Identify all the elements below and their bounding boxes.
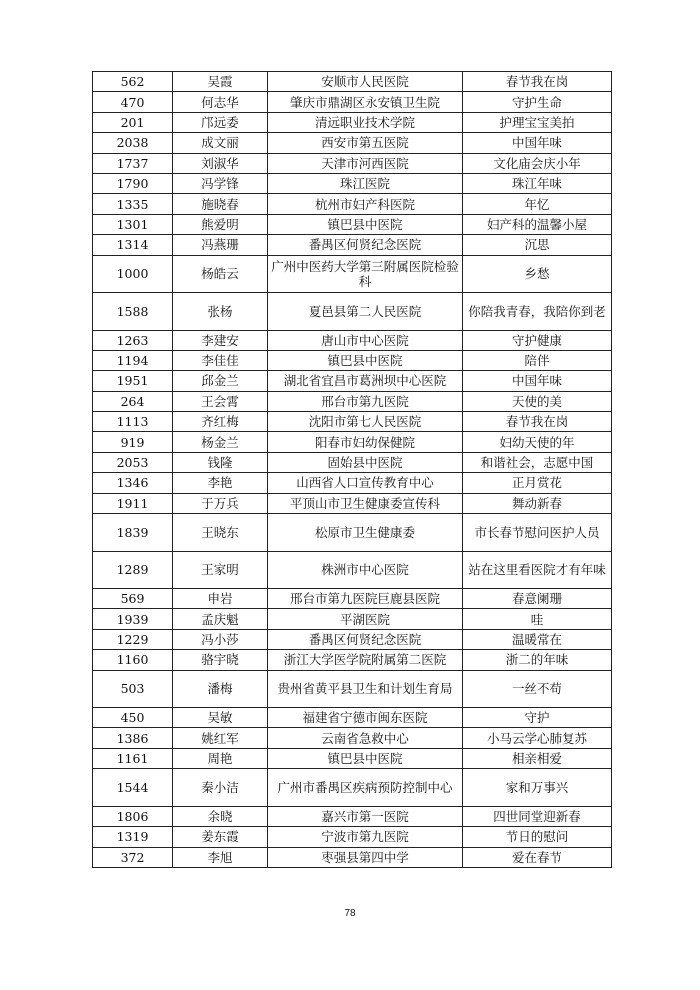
table-row [93,432,612,452]
entry-id-cell: 2053 [93,452,173,472]
work-title-cell: 一丝不苟 [463,670,612,708]
organization-cell: 松原市卫生健康委 [268,514,463,552]
entry-id-cell: 1160 [93,650,173,670]
author-name-cell: 王晓东 [173,514,268,552]
entry-id-cell: 201 [93,112,173,132]
organization-cell: 平湖医院 [268,609,463,629]
entry-id-cell: 1839 [93,514,173,552]
entry-id-cell: 1588 [93,293,173,331]
entry-id-cell: 2038 [93,133,173,153]
table-row [93,255,612,293]
table-row [93,551,612,589]
organization-cell: 珠江医院 [268,173,463,193]
author-name-cell: 吴霞 [173,72,268,92]
work-title-cell: 你陪我青春，我陪你到老 [463,293,612,331]
entry-id-cell: 1000 [93,255,173,293]
author-name-cell: 周艳 [173,748,268,768]
author-name-cell: 潘梅 [173,670,268,708]
work-title-cell: 站在这里看医院才有年味 [463,551,612,589]
entry-id-cell: 1939 [93,609,173,629]
work-title-cell: 珠江年味 [463,173,612,193]
author-name-cell: 邝远委 [173,112,268,132]
table-row [93,72,612,92]
work-title-cell: 妇幼天使的年 [463,432,612,452]
work-title-cell: 四世同堂迎新春 [463,806,612,826]
work-title-cell: 爱在春节 [463,847,612,867]
entries-table [92,71,612,868]
table-row [93,514,612,552]
author-name-cell: 孟庆魁 [173,609,268,629]
work-title-cell: 天使的美 [463,391,612,411]
work-title-cell: 年忆 [463,194,612,214]
work-title-cell: 陪伴 [463,350,612,370]
entry-id-cell: 1544 [93,769,173,807]
work-title-cell: 正月赏花 [463,473,612,493]
organization-cell: 肇庆市鼎湖区永安镇卫生院 [268,92,463,112]
author-name-cell: 姜东霞 [173,827,268,847]
organization-cell: 夏邑县第二人民医院 [268,293,463,331]
organization-cell: 云南省急救中心 [268,728,463,748]
author-name-cell: 杨金兰 [173,432,268,452]
table-row [93,153,612,173]
organization-cell: 天津市河西医院 [268,153,463,173]
organization-cell: 镇巴县中医院 [268,214,463,234]
work-title-cell: 文化庙会庆小年 [463,153,612,173]
work-title-cell: 哇 [463,609,612,629]
author-name-cell: 李佳佳 [173,350,268,370]
organization-cell: 山西省人口宣传教育中心 [268,473,463,493]
entry-id-cell: 1314 [93,235,173,255]
author-name-cell: 钱隆 [173,452,268,472]
work-title-cell: 守护健康 [463,330,612,350]
organization-cell: 唐山市中心医院 [268,330,463,350]
entry-id-cell: 1386 [93,728,173,748]
entry-id-cell: 569 [93,589,173,609]
entry-id-cell: 1161 [93,748,173,768]
organization-cell: 固始县中医院 [268,452,463,472]
table-row [93,493,612,513]
work-title-cell: 浙二的年味 [463,650,612,670]
table-row [93,769,612,807]
author-name-cell: 王会霄 [173,391,268,411]
entry-id-cell: 1319 [93,827,173,847]
author-name-cell: 吴敏 [173,708,268,728]
table-row [93,827,612,847]
work-title-cell: 妇产科的温馨小屋 [463,214,612,234]
author-name-cell: 冯燕珊 [173,235,268,255]
organization-cell: 清远职业技术学院 [268,112,463,132]
author-name-cell: 张杨 [173,293,268,331]
entry-id-cell: 1806 [93,806,173,826]
author-name-cell: 秦小洁 [173,769,268,807]
work-title-cell: 小马云学心肺复苏 [463,728,612,748]
work-title-cell: 乡愁 [463,255,612,293]
table-row [93,173,612,193]
entry-id-cell: 1911 [93,493,173,513]
organization-cell: 邢台市第九医院巨鹿县医院 [268,589,463,609]
entry-id-cell: 1289 [93,551,173,589]
entry-id-cell: 1301 [93,214,173,234]
table-row [93,391,612,411]
work-title-cell: 中国年味 [463,133,612,153]
entry-id-cell: 919 [93,432,173,452]
table-row [93,112,612,132]
table-row [93,806,612,826]
work-title-cell: 沉思 [463,235,612,255]
table-row [93,214,612,234]
author-name-cell: 熊爱明 [173,214,268,234]
work-title-cell: 护理宝宝美拍 [463,112,612,132]
organization-cell: 番禺区何贤纪念医院 [268,629,463,649]
author-name-cell: 申岩 [173,589,268,609]
organization-cell: 株洲市中心医院 [268,551,463,589]
entry-id-cell: 1335 [93,194,173,214]
table-row [93,235,612,255]
organization-cell: 宁波市第九医院 [268,827,463,847]
author-name-cell: 施晓春 [173,194,268,214]
author-name-cell: 于万兵 [173,493,268,513]
entry-id-cell: 1229 [93,629,173,649]
author-name-cell: 刘淑华 [173,153,268,173]
author-name-cell: 邱金兰 [173,371,268,391]
work-title-cell: 中国年味 [463,371,612,391]
entry-id-cell: 1737 [93,153,173,173]
entry-id-cell: 1113 [93,412,173,432]
author-name-cell: 成文丽 [173,133,268,153]
entry-id-cell: 372 [93,847,173,867]
work-title-cell: 市长春节慰问医护人员 [463,514,612,552]
organization-cell: 镇巴县中医院 [268,748,463,768]
author-name-cell: 王家明 [173,551,268,589]
table-row [93,371,612,391]
organization-cell: 番禺区何贤纪念医院 [268,235,463,255]
author-name-cell: 冯小莎 [173,629,268,649]
table-row [93,670,612,708]
author-name-cell: 李建安 [173,330,268,350]
entry-id-cell: 470 [93,92,173,112]
table-row [93,133,612,153]
organization-cell: 广州中医药大学第三附属医院检验科 [268,255,463,293]
organization-cell: 阳春市妇幼保健院 [268,432,463,452]
entry-id-cell: 562 [93,72,173,92]
entry-id-cell: 1194 [93,350,173,370]
table-row [93,92,612,112]
organization-cell: 枣强县第四中学 [268,847,463,867]
entry-id-cell: 1951 [93,371,173,391]
organization-cell: 贵州省黄平县卫生和计划生育局 [268,670,463,708]
work-title-cell: 相亲相爱 [463,748,612,768]
table-row [93,629,612,649]
entry-id-cell: 450 [93,708,173,728]
table-row [93,650,612,670]
organization-cell: 浙江大学医学院附属第二医院 [268,650,463,670]
work-title-cell: 守护生命 [463,92,612,112]
entries-table-body [93,72,612,868]
author-name-cell: 姚红军 [173,728,268,748]
organization-cell: 镇巴县中医院 [268,350,463,370]
table-row [93,412,612,432]
organization-cell: 杭州市妇产科医院 [268,194,463,214]
table-row [93,748,612,768]
author-name-cell: 李艳 [173,473,268,493]
organization-cell: 福建省宁德市闽东医院 [268,708,463,728]
table-row [93,350,612,370]
table-row [93,473,612,493]
table-row [93,847,612,867]
organization-cell: 沈阳市第七人民医院 [268,412,463,432]
organization-cell: 西安市第五医院 [268,133,463,153]
organization-cell: 嘉兴市第一医院 [268,806,463,826]
table-row [93,609,612,629]
work-title-cell: 守护 [463,708,612,728]
organization-cell: 邢台市第九医院 [268,391,463,411]
page-number: 78 [344,908,356,919]
table-row [93,330,612,350]
table-row [93,194,612,214]
work-title-cell: 温暖常在 [463,629,612,649]
table-row [93,293,612,331]
organization-cell: 平顶山市卫生健康委宣传科 [268,493,463,513]
author-name-cell: 齐红梅 [173,412,268,432]
entry-id-cell: 1346 [93,473,173,493]
entry-id-cell: 503 [93,670,173,708]
table-row [93,452,612,472]
work-title-cell: 春意阑珊 [463,589,612,609]
table-row [93,589,612,609]
organization-cell: 安顺市人民医院 [268,72,463,92]
author-name-cell: 杨皓云 [173,255,268,293]
author-name-cell: 何志华 [173,92,268,112]
author-name-cell: 李旭 [173,847,268,867]
author-name-cell: 余晓 [173,806,268,826]
table-row [93,708,612,728]
table-row [93,728,612,748]
entry-id-cell: 264 [93,391,173,411]
work-title-cell: 节日的慰问 [463,827,612,847]
work-title-cell: 家和万事兴 [463,769,612,807]
entry-id-cell: 1790 [93,173,173,193]
work-title-cell: 舞动新春 [463,493,612,513]
author-name-cell: 冯学锋 [173,173,268,193]
author-name-cell: 骆宇晓 [173,650,268,670]
entry-id-cell: 1263 [93,330,173,350]
work-title-cell: 和谐社会，志愿中国 [463,452,612,472]
organization-cell: 广州市番禺区疾病预防控制中心 [268,769,463,807]
work-title-cell: 春节我在岗 [463,412,612,432]
work-title-cell: 春节我在岗 [463,72,612,92]
organization-cell: 湖北省宜昌市葛洲坝中心医院 [268,371,463,391]
